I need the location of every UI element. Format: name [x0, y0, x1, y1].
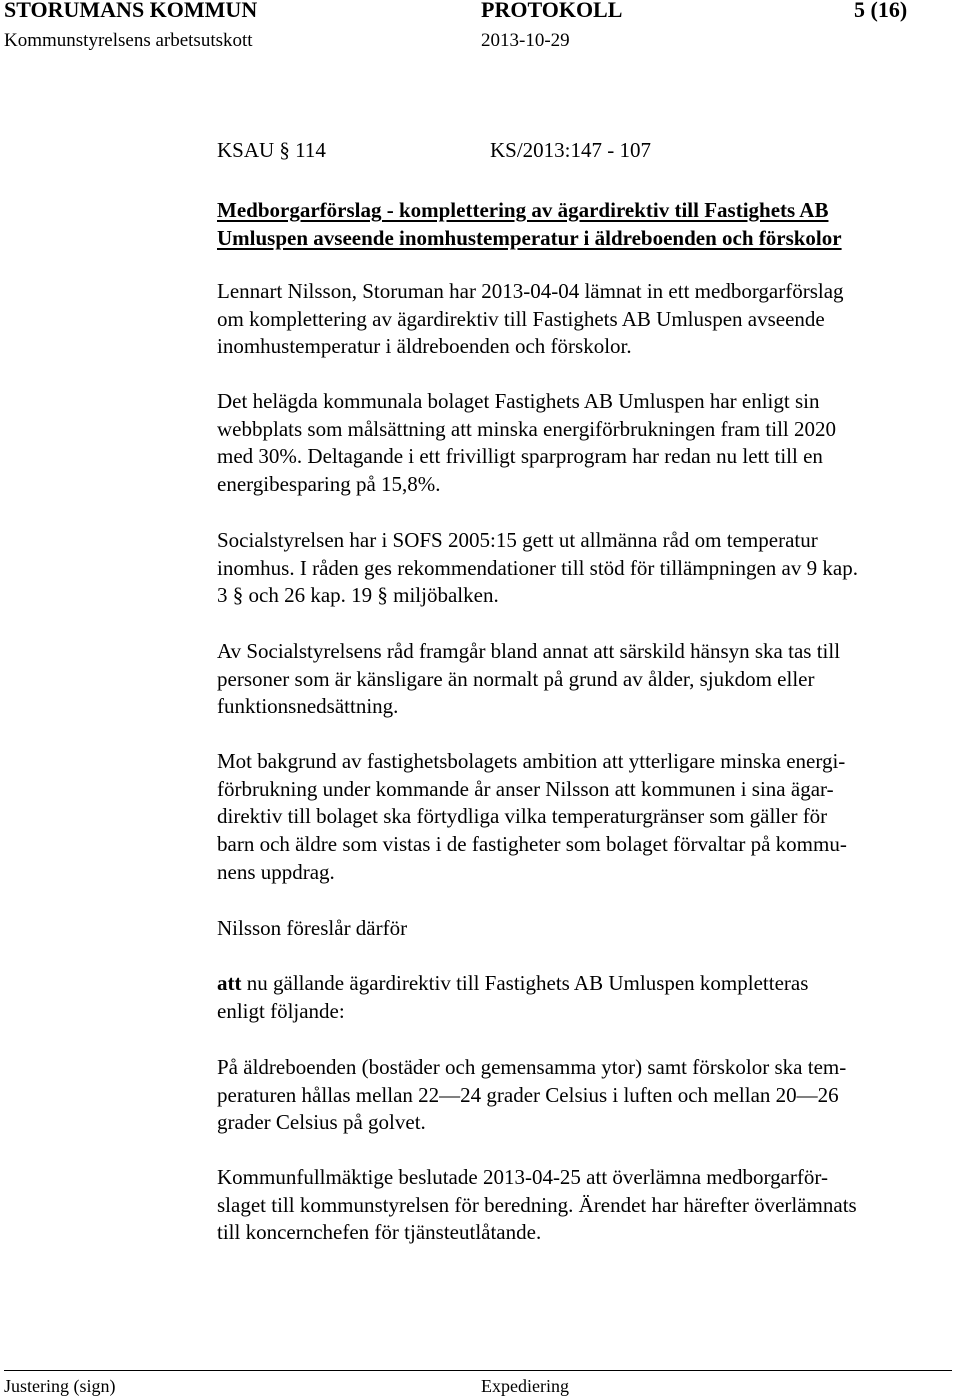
paragraph-energy-goal: [217, 388, 836, 499]
text-line: 3 § och 26 kap. 19 § miljöbalken.: [217, 583, 499, 608]
text-line: om komplettering av ägardirektiv till Fastighets AB Umluspen avseende: [217, 306, 825, 331]
paragraph-council-decision: [217, 1164, 857, 1247]
case-reference: KS/2013:147 - 107: [490, 138, 652, 162]
text-line: Mot bakgrund av fastighetsbolagets ambition att ytterligare minska energi-: [217, 749, 846, 773]
paragraph-background: [217, 748, 847, 887]
case-paragraph: KSAU § 114: [217, 138, 326, 162]
proposal-att: [217, 970, 808, 1025]
text-line: energibesparing på 15,8%.: [217, 472, 441, 497]
case-title: [217, 196, 842, 252]
case-title-line: Medborgarförslag - komplettering av ägardirektiv till Fastighets AB: [217, 198, 829, 222]
text-line: slaget till kommunstyrelsen för beredning. Ärendet har härefter överlämnats: [217, 1192, 857, 1217]
paragraph-sofs: [217, 527, 858, 610]
text-line: personer som är känsligare än normalt på grund av ålder, sjukdom eller: [217, 666, 815, 691]
case-line: [217, 138, 652, 163]
municipality-name: STORUMANS KOMMUN: [4, 0, 258, 22]
text-line: Lennart Nilsson, Storuman har 2013-04-04 lämnat in ett medborgarförslag: [217, 279, 844, 303]
text-line: Kommunfullmäktige beslutade 2013-04-25 att överlämna medborgarför-: [217, 1165, 828, 1189]
text-line: Det helägda kommunala bolaget Fastighets AB Umluspen har enligt sin: [217, 389, 820, 413]
att-keyword: att: [217, 971, 242, 995]
text-line: [217, 970, 808, 998]
committee-name: Kommunstyrelsens arbetsutskott: [4, 30, 253, 51]
text-line: funktionsnedsättning.: [217, 694, 399, 719]
text-line: webbplats som målsättning att minska energiförbrukningen fram till 2020: [217, 416, 836, 441]
meeting-date: 2013-10-29: [481, 30, 570, 51]
proposal-temperature: [217, 1054, 846, 1137]
att-text: nu gällande ägardirektiv till Fastighets AB Umluspen kompletteras: [241, 971, 809, 995]
text-line: grader Celsius på golvet.: [217, 1110, 426, 1135]
text-line: enligt följande:: [217, 998, 345, 1023]
text-line: Av Socialstyrelsens råd framgår bland annat att särskild hänsyn ska tas till: [217, 639, 841, 663]
text-line: peraturen hållas mellan 22—24 grader Celsius i luften och mellan 20—26: [217, 1082, 839, 1107]
footer-divider: [4, 1370, 952, 1371]
text-line: inomhus. I råden ges rekommendationer till stöd för tillämpningen av 9 kap.: [217, 555, 858, 580]
text-line: med 30%. Deltagande i ett frivilligt sparprogram har redan nu lett till en: [217, 444, 823, 469]
text-line: direktiv till bolaget ska förtydliga vilka temperaturgränser som gäller för: [217, 804, 828, 829]
text-line: nens uppdrag.: [217, 859, 335, 884]
text-line: barn och äldre som vistas i de fastigheter som bolaget förvaltar på kommu-: [217, 832, 847, 857]
footer-justering: Justering (sign): [4, 1376, 116, 1396]
text-line: inomhustemperatur i äldreboenden och förskolor.: [217, 334, 632, 359]
text-line: Socialstyrelsen har i SOFS 2005:15 gett ut allmänna råd om temperatur: [217, 528, 818, 552]
page-number: 5 (16): [854, 0, 908, 22]
text-line: På äldreboenden (bostäder och gemensamma ytor) samt förskolor ska tem-: [217, 1055, 847, 1079]
text-line: till koncernchefen för tjänsteutlåtande.: [217, 1220, 542, 1245]
text-line: förbrukning under kommande år anser Nilsson att kommunen i sina ägar-: [217, 776, 834, 801]
paragraph-sensitive-persons: [217, 638, 840, 721]
case-title-line: Umluspen avseende inomhustemperatur i äldreboenden och förskolor: [217, 226, 842, 250]
paragraph-proposal-intro: [217, 915, 407, 943]
text-line: Nilsson föreslår därför: [217, 916, 408, 940]
document-type: PROTOKOLL: [481, 0, 623, 22]
paragraph-submission: [217, 278, 844, 361]
footer-expediering: Expediering: [481, 1376, 569, 1396]
